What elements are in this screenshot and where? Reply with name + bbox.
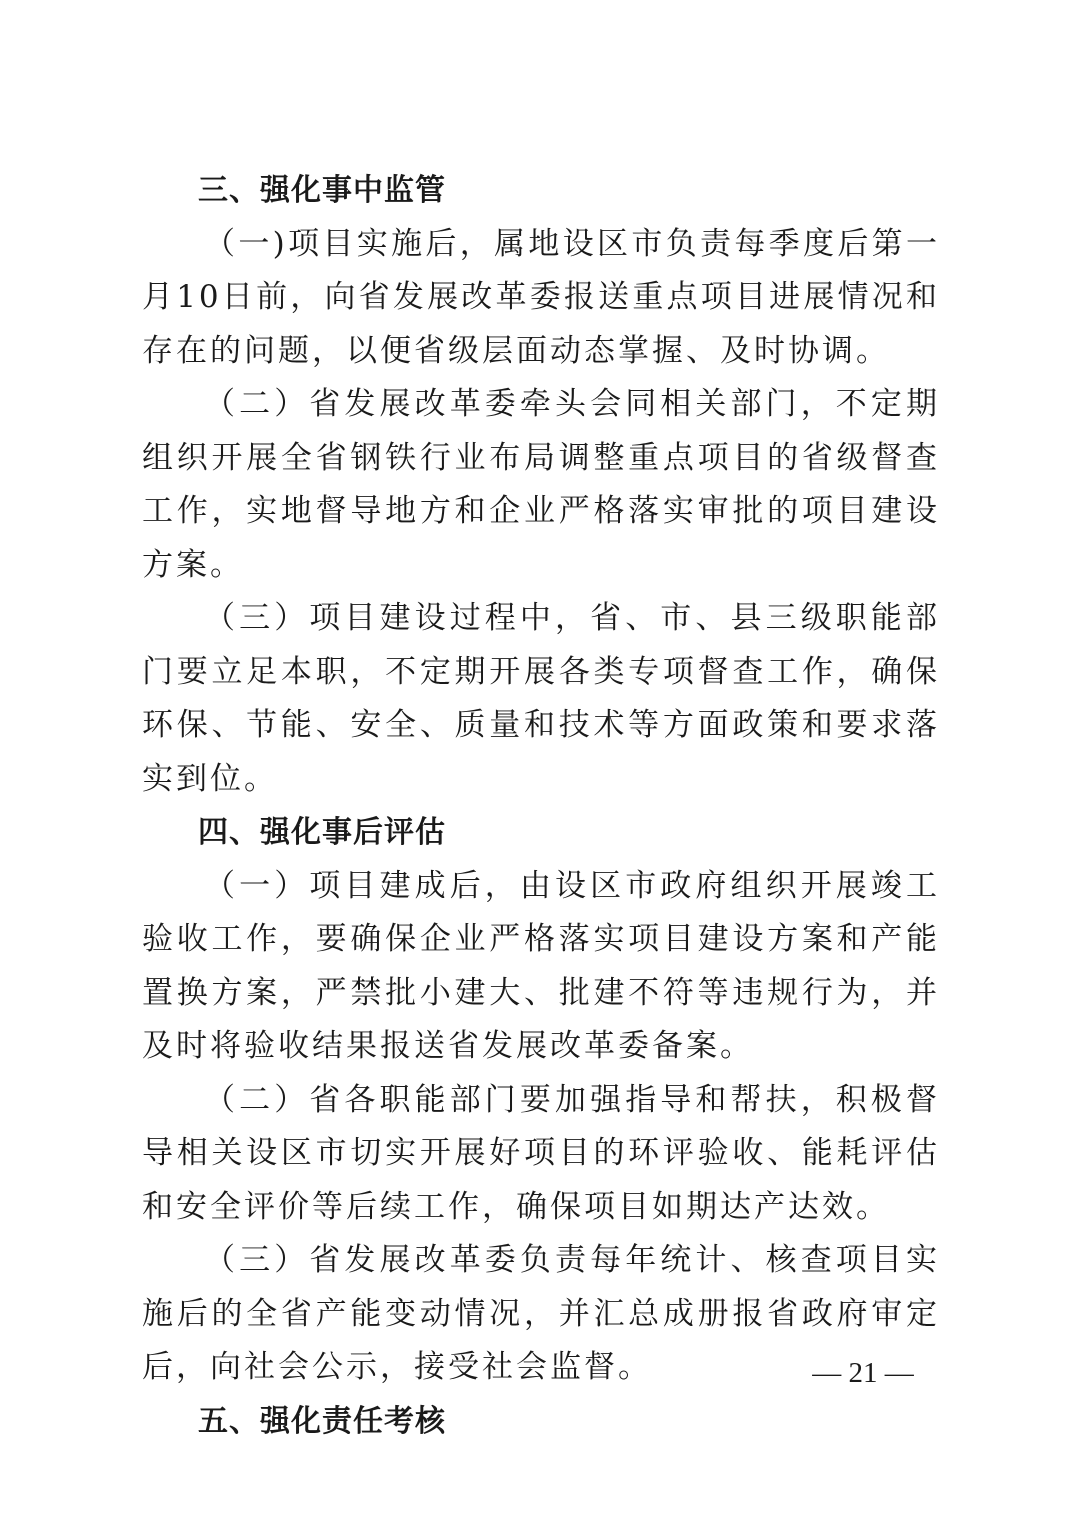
section-heading-4: 四、强化事后评估 — [198, 815, 446, 850]
paragraph: （三）省发展改革委负责每年统计、核查项目实施后的全省产能变动情况，并汇总成册报省政府审定后，向社会公示，接受社会监督。 — [142, 1242, 940, 1385]
paragraph: （二）省各职能部门要加强指导和帮扶，积极督导相关设区市切实开展好项目的环评验收、能耗评估和安全评价等后续工作，确保项目如期达产达效。 — [142, 1081, 940, 1225]
paragraph: （三）项目建设过程中，省、市、县三级职能部门要立足本职，不定期开展各类专项督查工作，确保环保、节能、安全、质量和技术等方面政策和要求落实到位。 — [142, 600, 940, 797]
paragraph: （一）项目建成后，由设区市政府组织开展竣工验收工作，要确保企业严格落实项目建设方案和产能置换方案，严禁批小建大、批建不符等违规行为，并及时将验收结果报送省发展改革委备案。 — [142, 867, 940, 1064]
paragraph: （一)项目实施后，属地设区市负责每季度后第一月10日前，向省发展改革委报送重点项目进展情况和存在的问题，以便省级层面动态掌握、及时协调。 — [142, 225, 940, 369]
section-heading-3: 三、强化事中监管 — [198, 173, 446, 208]
page-number: — 21 — — [812, 1357, 914, 1389]
section-heading-5: 五、强化责任考核 — [198, 1403, 446, 1439]
page-content — [142, 164, 940, 1448]
paragraph: （二）省发展改革委牵头会同相关部门，不定期组织开展全省钢铁行业布局调整重点项目的省级督查工作，实地督导地方和企业严格落实审批的项目建设方案。 — [142, 386, 940, 583]
